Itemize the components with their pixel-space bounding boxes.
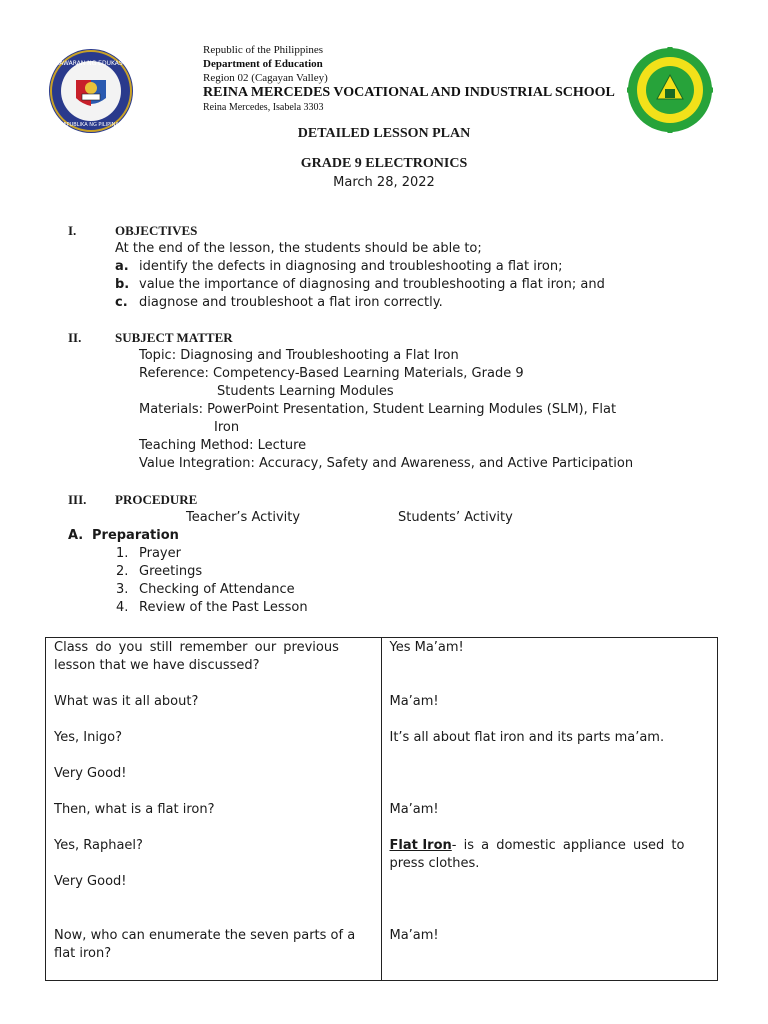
document-title: DETAILED LESSON PLAN <box>297 126 471 141</box>
objectives-heading: OBJECTIVES <box>115 223 198 238</box>
teacher-line: Then, what is a flat iron? <box>54 802 215 817</box>
prep-item-number: 4. <box>116 600 129 615</box>
teacher-activity-cell <box>46 638 382 981</box>
student-definition <box>389 837 709 855</box>
students-activity-header: Students’ Activity <box>398 510 513 525</box>
objective-item: value the importance of diagnosing and troubleshooting a flat iron; and <box>139 277 605 292</box>
reference-line-cont: Students Learning Modules <box>217 384 394 399</box>
teacher-activity-header: Teacher’s Activity <box>186 510 301 525</box>
table-row <box>46 638 718 981</box>
prep-item: Checking of Attendance <box>139 582 295 597</box>
procedure-heading: PROCEDURE <box>115 492 198 507</box>
objectives-number: I. <box>68 223 77 238</box>
deped-seal-top-text: KAGAWARAN NG EDUKASYON <box>48 60 134 67</box>
teacher-line: Now, who can enumerate the seven parts of a <box>54 928 356 943</box>
students-activity-cell <box>382 638 718 981</box>
materials-line-cont: Iron <box>214 420 240 435</box>
student-line: It’s all about flat iron and its parts ma’am. <box>389 730 665 745</box>
document-date: March 28, 2022 <box>333 175 435 190</box>
prep-item: Prayer <box>139 546 181 561</box>
student-line: press clothes. <box>389 856 480 871</box>
student-line: Ma’am! <box>389 802 439 817</box>
student-line: Ma’am! <box>389 928 439 943</box>
school-name: REINA MERCEDES VOCATIONAL AND INDUSTRIAL SCHOOL <box>203 85 615 100</box>
address-line: Reina Mercedes, Isabela 3303 <box>203 102 324 113</box>
prep-item-number: 3. <box>116 582 129 597</box>
prep-item-number: 2. <box>116 564 129 579</box>
topic-line: Topic: Diagnosing and Troubleshooting a Flat Iron <box>139 348 459 363</box>
teacher-line: Very Good! <box>54 766 127 781</box>
prep-item: Greetings <box>139 564 203 579</box>
teacher-line: What was it all about? <box>54 694 199 709</box>
value-integration-line: Value Integration: Accuracy, Safety and Awareness, and Active Participation <box>139 456 634 471</box>
objective-item: diagnose and troubleshoot a flat iron correctly. <box>139 295 443 310</box>
teacher-line: flat iron? <box>54 946 112 961</box>
flat-iron-definition: - is a domestic appliance used to <box>451 838 685 853</box>
prep-item-number: 1. <box>116 546 129 561</box>
preparation-letter: A. <box>68 528 84 543</box>
objectives-intro: At the end of the lesson, the students should be able to; <box>115 241 482 256</box>
teaching-method-line: Teaching Method: Lecture <box>139 438 307 453</box>
objective-letter: a. <box>115 259 129 274</box>
teacher-line: Yes, Inigo? <box>54 730 123 745</box>
teacher-line: lesson that we have discussed? <box>54 658 260 673</box>
objective-letter: c. <box>115 295 128 310</box>
objective-item: identify the defects in diagnosing and troubleshooting a flat iron; <box>139 259 563 274</box>
teacher-line: Class do you still remember our previous <box>54 640 339 655</box>
document-subtitle: GRADE 9 ELECTRONICS <box>300 156 468 171</box>
preparation-heading: Preparation <box>92 528 179 543</box>
student-line: Yes Ma’am! <box>389 640 464 655</box>
region-line: Region 02 (Cagayan Valley) <box>203 72 328 84</box>
objective-letter: b. <box>115 277 130 292</box>
flat-iron-term: Flat Iron <box>389 838 452 853</box>
department-line: Department of Education <box>203 58 323 70</box>
deped-seal-bottom-text: REPUBLIKA NG PILIPINAS <box>60 122 122 128</box>
materials-line: Materials: PowerPoint Presentation, Student Learning Modules (SLM), Flat <box>139 402 617 417</box>
reference-line: Reference: Competency-Based Learning Materials, Grade 9 <box>139 366 524 381</box>
school-seal <box>627 47 713 133</box>
student-line: Ma’am! <box>389 694 439 709</box>
subject-matter-heading: SUBJECT MATTER <box>115 330 233 345</box>
prep-item: Review of the Past Lesson <box>139 600 308 615</box>
subject-matter-number: II. <box>68 330 82 345</box>
procedure-number: III. <box>68 492 87 507</box>
teacher-line: Yes, Raphael? <box>54 838 143 853</box>
deped-seal <box>48 48 134 134</box>
activity-table <box>45 637 718 981</box>
teacher-line: Very Good! <box>54 874 127 889</box>
republic-line: Republic of the Philippines <box>203 44 324 56</box>
